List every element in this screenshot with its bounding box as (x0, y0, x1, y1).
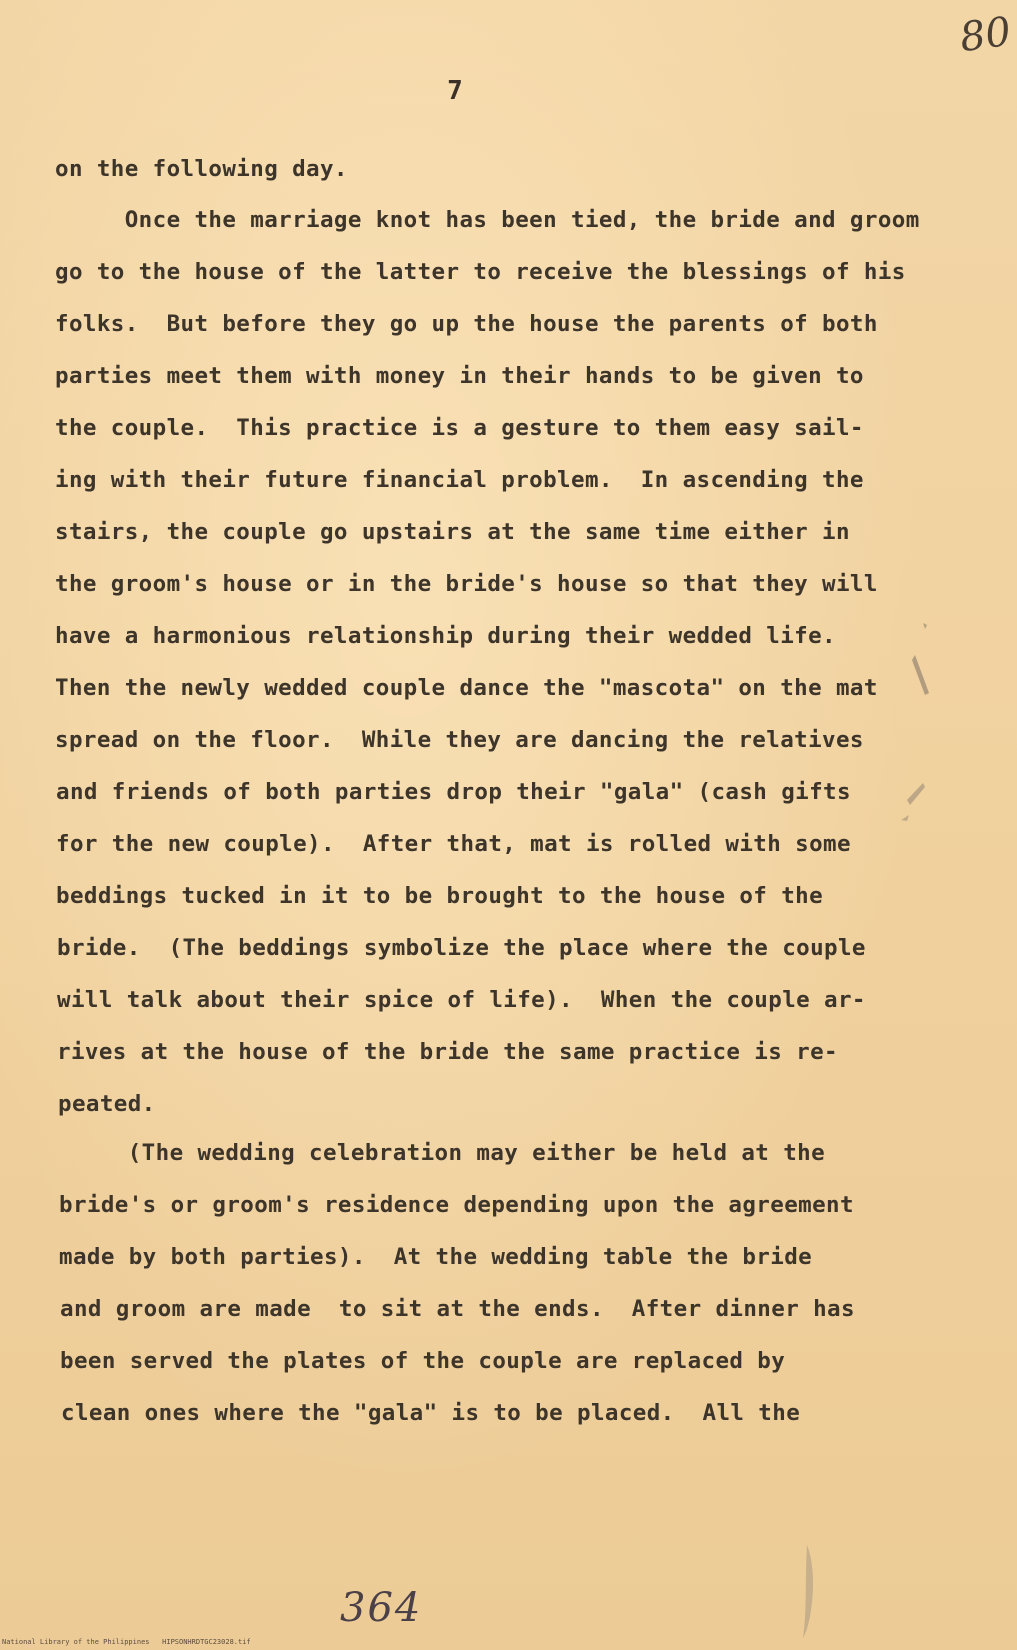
text-line: on the following day. (55, 156, 348, 182)
page-number: 7 (447, 76, 463, 106)
text-line: the groom's house or in the bride's house so that they will (55, 571, 878, 597)
text-line: (The wedding celebration may either be held at the (58, 1140, 826, 1166)
text-line: rives at the house of the bride the same practice is re- (57, 1039, 838, 1065)
handwritten-page-number: 80 (957, 8, 1014, 62)
text-line: go to the house of the latter to receive the blessings of his (55, 259, 906, 285)
handwritten-archive-number: 364 (340, 1585, 423, 1631)
text-line: peated. (58, 1091, 156, 1117)
text-line: spread on the floor. While they are dancing the relatives (55, 727, 864, 753)
bottom-smudge (795, 1540, 825, 1640)
text-line: have a harmonious relationship during their wedded life. (55, 623, 836, 649)
text-line: Then the newly wedded couple dance the "mascota" on the mat (55, 675, 878, 701)
text-line: folks. But before they go up the house the parents of both (55, 311, 878, 337)
text-line: Once the marriage knot has been tied, the bride and groom (55, 207, 920, 233)
text-line: ing with their future financial problem. In ascending the (55, 467, 864, 493)
text-line: been served the plates of the couple are replaced by (60, 1348, 786, 1374)
text-line: and groom are made to sit at the ends. After dinner has (60, 1296, 855, 1322)
text-line: parties meet them with money in their hands to be given to (55, 363, 864, 389)
text-line: made by both parties). At the wedding table the bride (59, 1244, 813, 1270)
text-line: bride. (The beddings symbolize the place where the couple (57, 935, 866, 961)
margin-smudge-marks (895, 615, 955, 845)
text-line: will talk about their spice of life). When the couple ar- (57, 987, 866, 1013)
archive-credit: National Library of the Philippines HIPSONHRDTGC23028.tif (2, 1638, 251, 1646)
text-line: the couple. This practice is a gesture to them easy sail- (55, 415, 864, 441)
text-line: clean ones where the "gala" is to be placed. All the (61, 1400, 801, 1426)
text-line: for the new couple). After that, mat is rolled with some (56, 831, 851, 857)
text-line: and friends of both parties drop their "gala" (cash gifts (56, 779, 851, 805)
text-line: bride's or groom's residence depending upon the agreement (59, 1192, 854, 1218)
text-line: beddings tucked in it to be brought to the house of the (56, 883, 824, 909)
text-line: stairs, the couple go upstairs at the same time either in (55, 519, 850, 545)
